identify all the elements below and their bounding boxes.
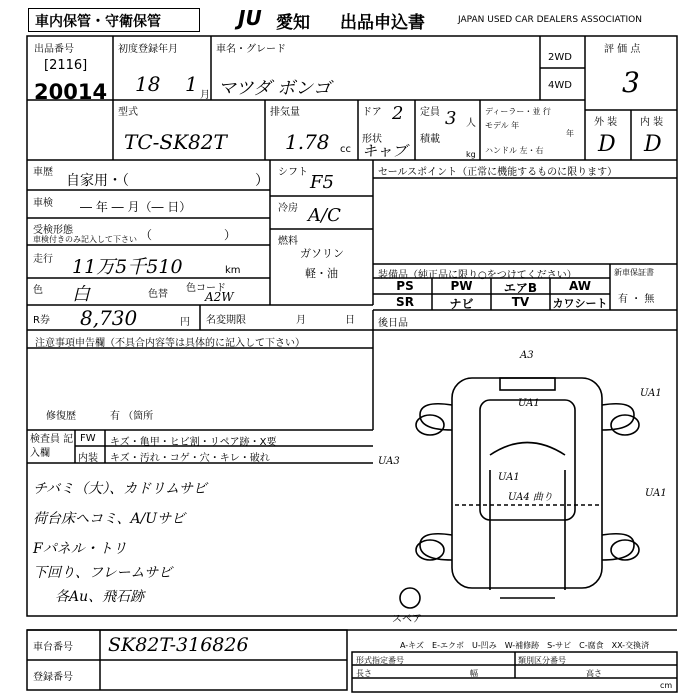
fw-text: キズ・亀甲・ヒビ割・リペア跡・X要 [110, 437, 277, 448]
diagram-mark-roof: UA1 [518, 398, 540, 409]
diagram-mark-bed: UA1 [498, 472, 520, 483]
recycle-unit: 円 [180, 317, 190, 328]
first-reg-month: 1 [185, 72, 198, 96]
lot-number: 20014 [34, 80, 108, 104]
diagram-mark-right: UA1 [640, 388, 662, 399]
equip-sr: SR [396, 295, 414, 309]
cert-length-label: 長さ [356, 669, 372, 678]
inspection-value: ― 年 ― 月（― 日） [80, 200, 192, 214]
cert-type-label: 形式指定番号 [356, 656, 404, 665]
damage-legend: A-キズ E-エクボ U-凹み W-補修跡 S-サビ C-腐食 XX-交換済 [400, 641, 650, 650]
history-value: 自家用・（ [66, 173, 129, 189]
displacement-label: 排気量 [270, 107, 300, 118]
diagram-mark-bed-bent: UA4 曲り [508, 492, 553, 503]
inspection-label: 車検 [33, 198, 53, 209]
note-line-2: 荷台床ヘコミ、A/Uサビ [33, 511, 186, 527]
capacity-label: 定員 [420, 107, 440, 118]
capacity-value: 3 [445, 108, 457, 129]
note-line-1: チバミ（大）、カドリムサビ [33, 481, 207, 497]
rear-info-label: 後日品 [378, 318, 408, 329]
equip-airbag: エアB [503, 281, 538, 295]
shift-label: シフト [278, 167, 308, 178]
exterior-label: 外 装 [594, 117, 618, 128]
lot-label: 出品番号 [34, 44, 74, 55]
equip-aw: AW [569, 279, 591, 293]
cert-class-label: 類別区分番号 [518, 656, 566, 665]
note-line-5: 各Au、飛石跡 [55, 589, 145, 605]
mileage-value: 11万5千510 [72, 256, 183, 278]
diagram-mark-left: UA3 [378, 456, 400, 467]
receive-paren: （ ） [140, 228, 237, 242]
fuel-label: 燃料 [278, 236, 298, 247]
equip-tv: TV [511, 295, 530, 309]
load-label: 積載 [420, 134, 440, 145]
history-label: 車歴 [33, 167, 53, 178]
equip-pw: PW [450, 279, 473, 293]
model-label: 車名・グレード [216, 44, 286, 55]
shape-label: 形状 [362, 134, 382, 145]
note-line-4: 下回り、フレームサビ [33, 565, 173, 581]
shift-value: F5 [310, 172, 334, 193]
type-label: 型式 [118, 107, 138, 118]
inspector-label: 検査員 記入欄 [30, 434, 74, 459]
model-year-label: モデル 年 [485, 121, 520, 130]
paint-label: 色替 [148, 289, 168, 300]
fuel-value: ガソリン [300, 247, 344, 260]
displacement-unit: cc [340, 144, 351, 155]
recycle-label: R券 [33, 315, 50, 326]
diagram-mark-front: A3 [520, 350, 534, 361]
name-change-label: 名変期限 [206, 315, 246, 326]
spare-label: スペア [392, 614, 422, 625]
warranty-label: 新車保証書 [614, 268, 654, 277]
cert-unit: cm [660, 681, 673, 690]
fw-label: FW [80, 433, 96, 444]
org-name: 愛知 [276, 13, 310, 33]
int-label: 内装 [78, 453, 98, 464]
repair-value: 有 （箇所 [110, 411, 154, 422]
diagram-mark-rear: UA1 [645, 488, 667, 499]
receive-label: 受検形態 [33, 225, 73, 236]
drive-4wd: 4WD [548, 80, 572, 91]
cooler-value: A/C [308, 205, 341, 226]
color-code-label: 色コード [186, 283, 226, 294]
recycle-value: 8,730 [80, 306, 138, 330]
equipment-label: 装備品（純正品に限り○をつけてください） [378, 270, 577, 281]
form-title: 出品申込書 [340, 13, 425, 33]
year-unit: 年 [566, 129, 574, 138]
repair-label: 修復歴 [46, 411, 76, 422]
capacity-unit: 人 [466, 118, 476, 129]
first-reg-label: 初度登録年月 [118, 44, 178, 55]
first-reg-year: 18 [135, 72, 161, 96]
model-value: マツダ ボンゴ [218, 78, 332, 99]
doors-value: 2 [392, 103, 404, 124]
equip-leather: カワシート [552, 297, 608, 310]
sales-point-label: セールスポイント（正常に機能するものに限ります） [378, 167, 618, 178]
assoc-name: JAPAN USED CAR DEALERS ASSOCIATION [458, 15, 642, 25]
ju-logo: JU [238, 6, 262, 30]
name-change-month: 月 [296, 315, 306, 326]
cert-height-label: 高さ [586, 669, 602, 678]
chassis-value: SK82T-316826 [108, 634, 249, 656]
mileage-label: 走行 [33, 254, 53, 265]
mileage-unit: km [225, 265, 241, 276]
notes-label: 注意事項申告欄（不具合内容等は具体的に記入して下さい） [35, 338, 305, 349]
handle-label: ハンドル 左・右 [485, 146, 544, 155]
dealer-label: ディーラー・並 行 [485, 107, 551, 116]
color-value: 白 [72, 284, 90, 305]
fuel-option: 軽・油 [305, 267, 338, 280]
doors-label: ドア [362, 107, 382, 118]
storage-box: 車内保管・守衛保管 [28, 8, 200, 32]
drive-2wd: 2WD [548, 52, 572, 63]
first-reg-month-unit: 月 [200, 90, 210, 101]
displacement-value: 1.78 [285, 130, 330, 154]
interior-label: 内 装 [640, 117, 664, 128]
color-label: 色 [33, 285, 43, 296]
history-close: ） [255, 173, 269, 189]
color-code-value: A2W [205, 290, 234, 304]
score-label: 評 価 点 [604, 44, 641, 55]
note-line-3: Fパネル・トリ [33, 541, 127, 557]
load-unit: kg [466, 150, 476, 159]
equip-navi: ナビ [449, 297, 474, 311]
name-change-day: 日 [345, 315, 355, 326]
score-value: 3 [622, 66, 640, 99]
warranty-value: 有 ・ 無 [618, 294, 655, 305]
exterior-value: D [598, 132, 616, 157]
type-value: TC-SK82T [124, 130, 227, 154]
receive-sub: 車検付きのみ記入して下さい [33, 235, 137, 244]
shape-value: キャブ [362, 142, 408, 160]
register-label: 登録番号 [33, 672, 73, 683]
lot-sub-number: [2116] [44, 58, 88, 73]
cert-width-label: 幅 [470, 669, 478, 678]
cooler-label: 冷房 [278, 203, 298, 214]
equip-ps: PS [396, 279, 414, 293]
int-text: キズ・汚れ・コゲ・穴・キレ・破れ [110, 453, 270, 464]
interior-value: D [644, 132, 662, 157]
chassis-label: 車台番号 [33, 642, 73, 653]
